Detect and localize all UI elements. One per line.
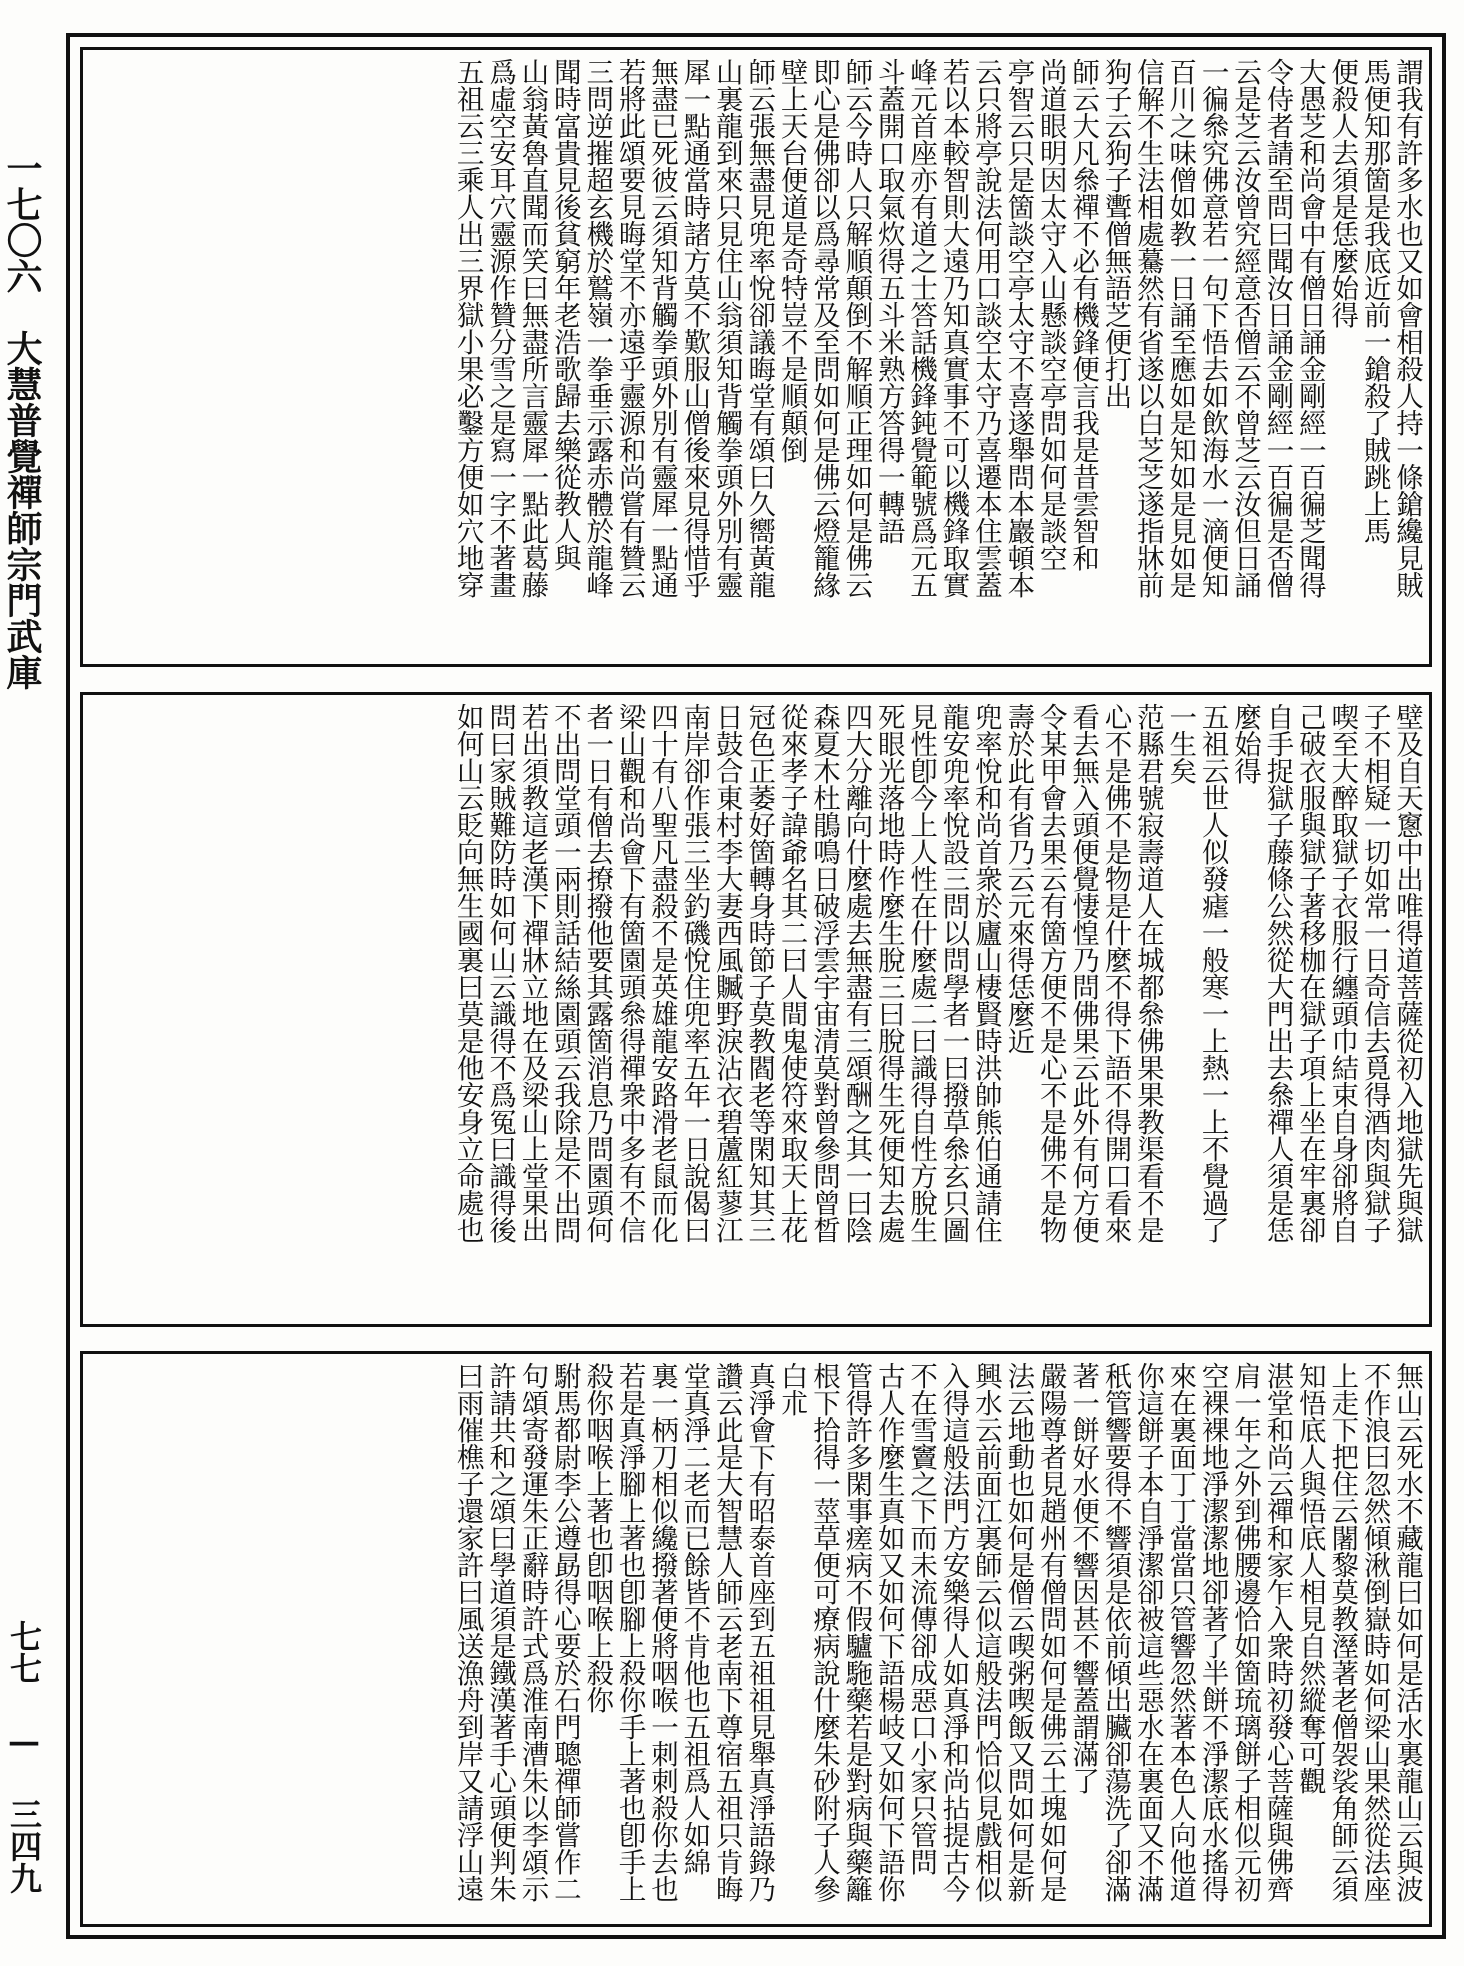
text-column: 殺你咽喉上著也卽咽喉上殺你 (581, 1362, 614, 1713)
text-column: 曰雨催樵子還家許曰風送漁舟到岸又請浮山遠 (451, 1362, 484, 1902)
text-column: 一生矣 (1164, 703, 1197, 784)
text-column: 云只將亭說法何用口談空太守乃喜遷本住雲蓋 (969, 58, 1002, 598)
text-column: 白朮 (775, 1362, 808, 1416)
text-column: 森夏木杜鵑鳴日破浮雲宇宙清莫對曾參問曾晳 (807, 703, 840, 1243)
text-column: 湛堂和尚云禪和家乍入衆時初發心菩薩與佛齊 (1261, 1362, 1294, 1902)
text-column: 裏一柄刀相似纔撥著便將咽喉一刺刺殺你去也 (646, 1362, 679, 1902)
text-column: 從來孝子諱爺名其二曰人間鬼使符來取天上花 (775, 703, 808, 1243)
text-column: 己破衣服與獄子著移枷在獄子項上坐在牢裏卻 (1293, 703, 1326, 1243)
text-column: 狗子云狗子聻僧無語芝便打出 (1099, 58, 1132, 409)
text-column: 師云今時人只解順顛倒不解順正理如何是佛云 (840, 58, 873, 598)
text-column: 斗蓋開口取氣炊得五斗米熟方答得一轉語 (872, 58, 905, 544)
page-frame (66, 33, 1446, 1939)
text-column: 肩一年之外到佛腰邊恰如箇琉璃餅子相似元初 (1229, 1362, 1262, 1902)
text-column: 日鼓合東村李大妻西風贓野淚沾衣碧蘆紅蓼江 (710, 703, 743, 1243)
text-column: 駙馬都尉李公遵勗得心要於石門聰禪師嘗作二 (548, 1362, 581, 1902)
text-column: 山翁黃魯直聞而笑曰無盡所言靈犀一點此葛藤 (516, 58, 549, 598)
text-column: 句頌寄發運朱正辭時許式爲淮南漕朱以李頌示 (516, 1362, 549, 1902)
panel-lower (80, 1351, 1432, 1927)
text-column: 許請共和之頌曰學道須是鐵漢著手心頭便判朱 (484, 1362, 517, 1902)
text-column: 興水云前面江裏師云似這般法門恰似見戲相似 (969, 1362, 1002, 1902)
text-column: 子不相疑一切如常一日奇信去覓得酒肉與獄子 (1358, 703, 1391, 1243)
text-column: 師云大凡叅禪不必有機鋒便言我是昔雲智和 (1067, 58, 1100, 571)
text-column: 馬便知那箇是我底近前一鎗殺了賊跳上馬 (1358, 58, 1391, 544)
text-column: 死眼光落地時作麼生脫三曰脫得生死便知去處 (872, 703, 905, 1243)
text-column: 來在裏面丁丁當當只管響忽然著本色人向他道 (1164, 1362, 1197, 1902)
text-column: 若以本較智則大遠乃知真實事不可以機鋒取實 (937, 58, 970, 598)
text-column: 自手捉獄子藤條公然從大門出去叅禪人須是恁 (1261, 703, 1294, 1243)
text-column: 如何山云貶向無生國裏曰莫是他安身立命處也 (451, 703, 484, 1243)
text-column: 百川之味僧如教一日誦至應如是知如是見如是 (1164, 58, 1197, 598)
text-column: 若是真淨腳上著也卽腳上殺你手上著也卽手上 (613, 1362, 646, 1902)
text-column: 空裸裸地淨潔潔地卻著了半餅不淨潔底水搖得 (1196, 1362, 1229, 1902)
text-column: 秖管響要得不響須是依前傾出臟卻蕩洗了卻滿 (1099, 1362, 1132, 1902)
text-column: 若出須教這老漢下禪牀立地在及梁山上堂果出 (516, 703, 549, 1243)
text-columns (89, 1362, 1423, 1916)
text-column: 信解不生法相處驀然有省遂以白芝芝遂指牀前 (1131, 58, 1164, 598)
text-column: 一徧叅究佛意若一句下悟去如飲海水一滴便知 (1196, 58, 1229, 598)
text-column: 堂真淨二老而已餘皆不肯他也五祖爲人如綿 (678, 1362, 711, 1875)
text-column: 你這餅子本自淨潔卻被這些惡水在裏面又不滿 (1131, 1362, 1164, 1902)
text-column: 犀一點通當時諸方莫不歎服山僧後來見得惜乎 (678, 58, 711, 598)
text-column: 范縣君號寂壽道人在城都叅佛果果教渠看不是 (1131, 703, 1164, 1243)
text-column: 心不是佛不是物是什麼不得下語不得開口看來 (1099, 703, 1132, 1243)
text-column: 壽於此有省乃云元來得恁麼近 (1002, 703, 1035, 1054)
text-column: 便殺人去須是恁麼始得 (1326, 58, 1359, 328)
text-column: 若將此頌要見晦堂不亦遠乎靈源和尚嘗有贊云 (613, 58, 646, 598)
text-column: 龍安兜率悅設三問以問學者一曰撥草叅玄只圖 (937, 703, 970, 1243)
panel-upper (80, 47, 1432, 667)
text-column: 三問逆摧超玄機於鷲嶺一拳垂示露赤體於龍峰 (581, 58, 614, 598)
text-column: 四大分離向什麼處去無盡有三頌酬之其一曰陰 (840, 703, 873, 1243)
text-column: 不作浪曰忽然傾湫倒嶽時如何梁山果然從法座 (1358, 1362, 1391, 1902)
text-column: 四十有八聖凡盡殺不是英雄龍安路滑老鼠而化 (646, 703, 679, 1243)
text-column: 法云地動也如何是僧云喫粥喫飯又問如何是新 (1002, 1362, 1035, 1902)
text-column: 管得許多閑事瘥病不假驢駞藥若是對病與藥籬 (840, 1362, 873, 1902)
text-column: 謂我有許多水也又如會相殺人持一條鎗纔見賊 (1391, 58, 1423, 598)
text-column: 峰元首座亦有道之士答話機鋒鈍覺範號爲元五 (905, 58, 938, 598)
text-column: 令侍者請至問曰聞汝日誦金剛經一百徧是否僧 (1261, 58, 1294, 598)
text-column: 山裏龍到來只見住山翁須知背觸拳頭外別有靈 (710, 58, 743, 598)
text-column: 喫至大醉取獄子衣服行纏頭巾結束自身卻將自 (1326, 703, 1359, 1243)
margin-title: 一七〇六 大慧普覺禪師宗門武庫 (1, 150, 43, 690)
margin-page-number: 七七 — 三四九 (5, 1620, 43, 1894)
text-column: 根下拾得一莖草便可療病說什麼朱砂附子人參 (807, 1362, 840, 1902)
text-column: 真淨會下有昭泰首座到五祖祖見舉真淨語錄乃 (743, 1362, 776, 1902)
text-column: 麼始得 (1229, 703, 1262, 784)
text-column: 亭智云只是箇談空亭太守不喜遂舉問本巖頓本 (1002, 58, 1035, 598)
text-column: 爲虛空安耳穴靈源作贊分雪之是寫一字不著畫 (484, 58, 517, 598)
text-column: 讚云此是大智慧人師云老南下尊宿五祖只肯晦 (710, 1362, 743, 1902)
text-column: 問曰家賊難防時如何山云識得不爲冤曰識得後 (484, 703, 517, 1243)
text-column: 古人作麼生真如又如何下語楊岐又如何下語你 (872, 1362, 905, 1902)
text-column: 不出問堂頭一兩則話結絲園頭云我除是不出問 (548, 703, 581, 1243)
text-column: 尚道眼明因太守入山懸談空亭問如何是談空 (1034, 58, 1067, 571)
text-column: 云是芝云汝曾究經意否僧云不曾芝云汝但日誦 (1229, 58, 1262, 598)
text-column: 冠色正萎好箇轉身時節子莫教閻老等閑知其三 (743, 703, 776, 1243)
text-column: 知悟底人與悟底人相見自然縱奪可觀 (1293, 1362, 1326, 1794)
text-column: 兜率悅和尚首衆於廬山棲賢時洪帥熊伯通請住 (969, 703, 1002, 1243)
text-columns (89, 703, 1423, 1316)
text-column: 大愚芝和尚會中有僧日誦金剛經一百徧芝聞得 (1293, 58, 1326, 598)
text-column: 五祖云世人似發瘧一般寒一上熱一上不覺過了 (1196, 703, 1229, 1243)
text-column: 聞時富貴見後貧窮年老浩歌歸去樂從教人與 (548, 58, 581, 571)
text-column: 者一日有僧去撩撥他要其露箇消息乃問園頭何 (581, 703, 614, 1243)
text-column: 看去無入頭便覺悽惶乃問佛果云此外有何方便 (1067, 703, 1100, 1243)
text-column: 見性卽今上人性在什麼處二曰識得自性方脫生 (905, 703, 938, 1243)
text-column: 壁上天台便道是奇特豈不是順顛倒 (775, 58, 808, 463)
panel-middle (80, 692, 1432, 1327)
text-column: 無盡已死彼云須知背觸拳頭外別有靈犀一點通 (646, 58, 679, 598)
text-column: 師云張無盡見兜率悅卻議晦堂有頌曰久嚮黃龍 (743, 58, 776, 598)
text-columns (89, 58, 1423, 656)
text-column: 即心是佛卻以爲尋常及至問如何是佛云燈籠緣 (807, 58, 840, 598)
text-column: 五祖云三乘人出三界獄小果必鑿方便如穴地穿 (451, 58, 484, 598)
text-column: 壁及自天窻中出唯得道菩薩從初入地獄先與獄 (1391, 703, 1423, 1243)
text-column: 著一餅好水便不響因甚不響蓋謂滿了 (1067, 1362, 1100, 1794)
text-column: 入得這般法門方安樂得人如真淨和尚拈提古今 (937, 1362, 970, 1902)
text-column: 南岸卻作張三坐釣磯悅住兜率五年一日說偈曰 (678, 703, 711, 1243)
text-column: 無山云死水不藏龍曰如何是活水裏龍山云與波 (1391, 1362, 1423, 1902)
text-column: 不在雪竇之下而未流傳卻成惡口小家只管問 (905, 1362, 938, 1875)
text-column: 嚴陽尊者見趙州有僧問如何是佛云土塊如何是 (1034, 1362, 1067, 1902)
text-column: 令某甲會去果云有箇方便不是心不是佛不是物 (1034, 703, 1067, 1243)
text-column: 梁山觀和尚會下有箇園頭叅得禪衆中多有不信 (613, 703, 646, 1243)
text-column: 上走下把住云闍黎莫教溼著老僧袈裟角師云須 (1326, 1362, 1359, 1902)
